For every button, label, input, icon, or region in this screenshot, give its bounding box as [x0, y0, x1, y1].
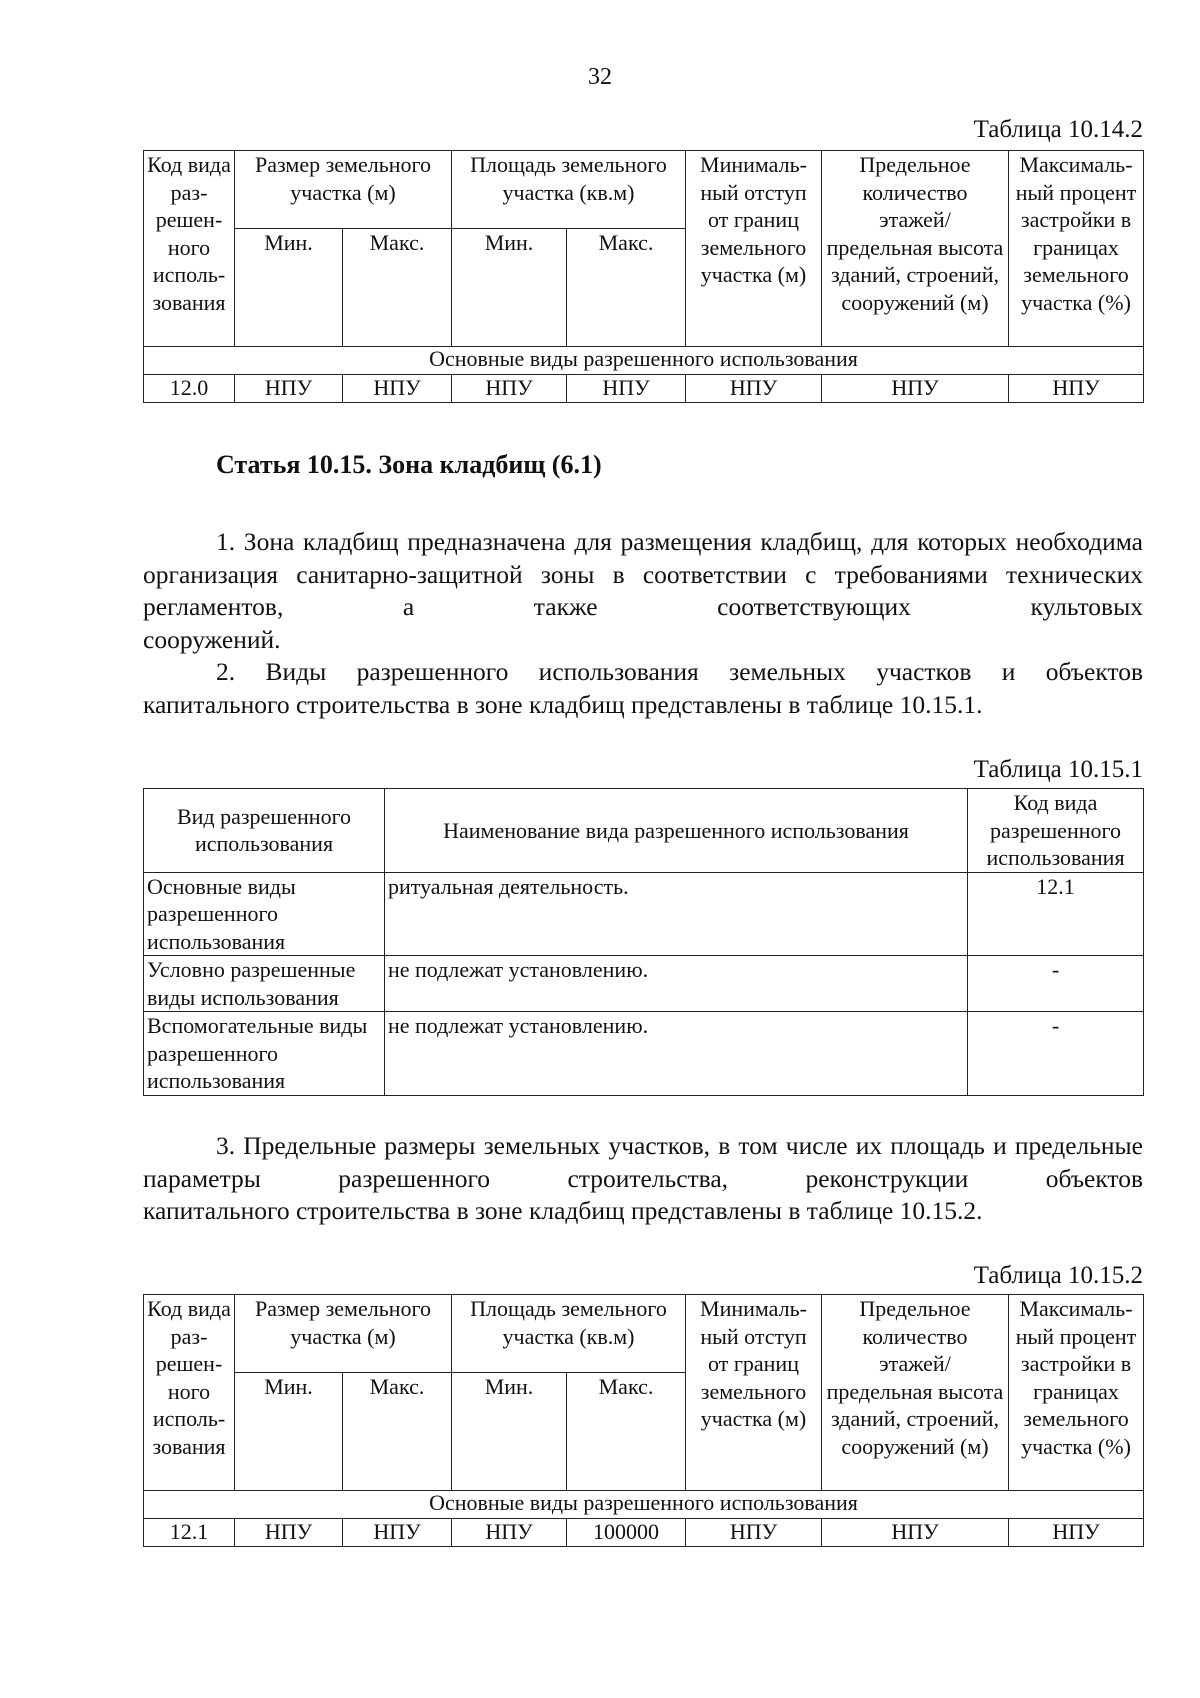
paragraph-block-3: [143, 1130, 1143, 1228]
header-min: Мин.: [235, 229, 343, 347]
cell-value: НПУ: [452, 1519, 567, 1547]
row-use-code: -: [968, 1012, 1144, 1096]
cell-value: НПУ: [452, 375, 567, 403]
header-indent: Минималь- ный отступ от границ земельного участка (м): [686, 1295, 822, 1491]
header-code: Код вида раз- решен- ного исполь- зования: [144, 1295, 235, 1491]
cell-code: 12.0: [144, 375, 235, 403]
header-floors: Предельное количество этажей/ предельная высота зданий, строений, сооружений (м): [822, 1295, 1009, 1491]
cell-value: НПУ: [343, 375, 452, 403]
row-use-name: не подлежат установлению.: [385, 956, 968, 1012]
header-use-kind: Вид разрешенного использования: [144, 789, 385, 873]
header-plot-size: Размер земельного участка (м): [235, 151, 452, 229]
header-coverage: Максималь- ный процент застройки в границах земельного участка (%): [1009, 151, 1144, 347]
cell-value: НПУ: [235, 375, 343, 403]
header-min: Мин.: [452, 229, 567, 347]
cell-value: НПУ: [1009, 1519, 1144, 1547]
header-use-name: Наименование вида разрешенного использования: [385, 789, 968, 873]
header-max: Макс.: [567, 229, 686, 347]
header-max: Макс.: [343, 1373, 452, 1491]
page-number: 32: [588, 64, 612, 90]
params-table-10-15-2: [143, 1294, 1144, 1547]
uses-table-10-15-1: [143, 788, 1144, 1096]
row-use-name: ритуальная деятельность.: [385, 872, 968, 956]
table-caption: Таблица 10.15.1: [973, 756, 1143, 783]
header-plot-size: Размер земельного участка (м): [235, 1295, 452, 1373]
cell-value: НПУ: [1009, 375, 1144, 403]
header-max: Макс.: [567, 1373, 686, 1491]
paragraph-3: 3. Предельные размеры земельных участков, в том числе их площадь и предельные параметры разрешенного строительства, реконструкции объектов: [143, 1131, 1143, 1193]
header-code: Код вида раз- решен- ного исполь- зования: [144, 151, 235, 347]
article-heading: Статья 10.15. Зона кладбищ (6.1): [216, 450, 602, 479]
row-use-code: -: [968, 956, 1144, 1012]
paragraph-3-last-line: капитального строительства в зоне кладбищ представлены в таблице 10.15.2.: [143, 1196, 983, 1225]
paragraph-2: 2. Виды разрешенного использования земельных участков и объектов: [216, 657, 1143, 686]
row-use-kind: Вспомогательные виды разрешенного использования: [144, 1012, 385, 1096]
header-use-code: Код вида разрешенного использования: [968, 789, 1144, 873]
params-table-10-14-2: [143, 150, 1144, 403]
section-row: Основные виды разрешенного использования: [144, 1491, 1144, 1519]
header-max: Макс.: [343, 229, 452, 347]
row-use-kind: Основные виды разрешенного использования: [144, 872, 385, 956]
cell-value: НПУ: [235, 1519, 343, 1547]
cell-value: НПУ: [822, 375, 1009, 403]
paragraph-1: 1. Зона кладбищ предназначена для размещения кладбищ, для которых необходима организация санитарно-защитной зоны в соответствии с требованиями технических регламентов, а также соответствующих культовых: [143, 527, 1143, 621]
header-floors: Предельное количество этажей/ предельная высота зданий, строений, сооружений (м): [822, 151, 1009, 347]
cell-value: НПУ: [343, 1519, 452, 1547]
header-min: Мин.: [235, 1373, 343, 1491]
row-use-name: не подлежат установлению.: [385, 1012, 968, 1096]
cell-value: НПУ: [567, 375, 686, 403]
paragraph-1-last-line: сооружений.: [143, 624, 281, 654]
cell-value: НПУ: [822, 1519, 1009, 1547]
paragraph-block-1: [143, 526, 1143, 721]
header-min: Мин.: [452, 1373, 567, 1491]
row-use-kind: Условно разрешенные виды использования: [144, 956, 385, 1012]
cell-value: 100000: [567, 1519, 686, 1547]
table-caption: Таблица 10.14.2: [973, 116, 1143, 143]
row-use-code: 12.1: [968, 872, 1144, 956]
cell-code: 12.1: [144, 1519, 235, 1547]
table-caption: Таблица 10.15.2: [973, 1262, 1143, 1289]
header-coverage: Максималь- ный процент застройки в границах земельного участка (%): [1009, 1295, 1144, 1491]
cell-value: НПУ: [686, 1519, 822, 1547]
paragraph-2-last-line: капитального строительства в зоне кладбищ представлены в таблице 10.15.1.: [143, 689, 983, 719]
header-plot-area: Площадь земельного участка (кв.м): [452, 1295, 686, 1373]
header-plot-area: Площадь земельного участка (кв.м): [452, 151, 686, 229]
section-row: Основные виды разрешенного использования: [144, 347, 1144, 375]
header-indent: Минималь- ный отступ от границ земельного участка (м): [686, 151, 822, 347]
cell-value: НПУ: [686, 375, 822, 403]
